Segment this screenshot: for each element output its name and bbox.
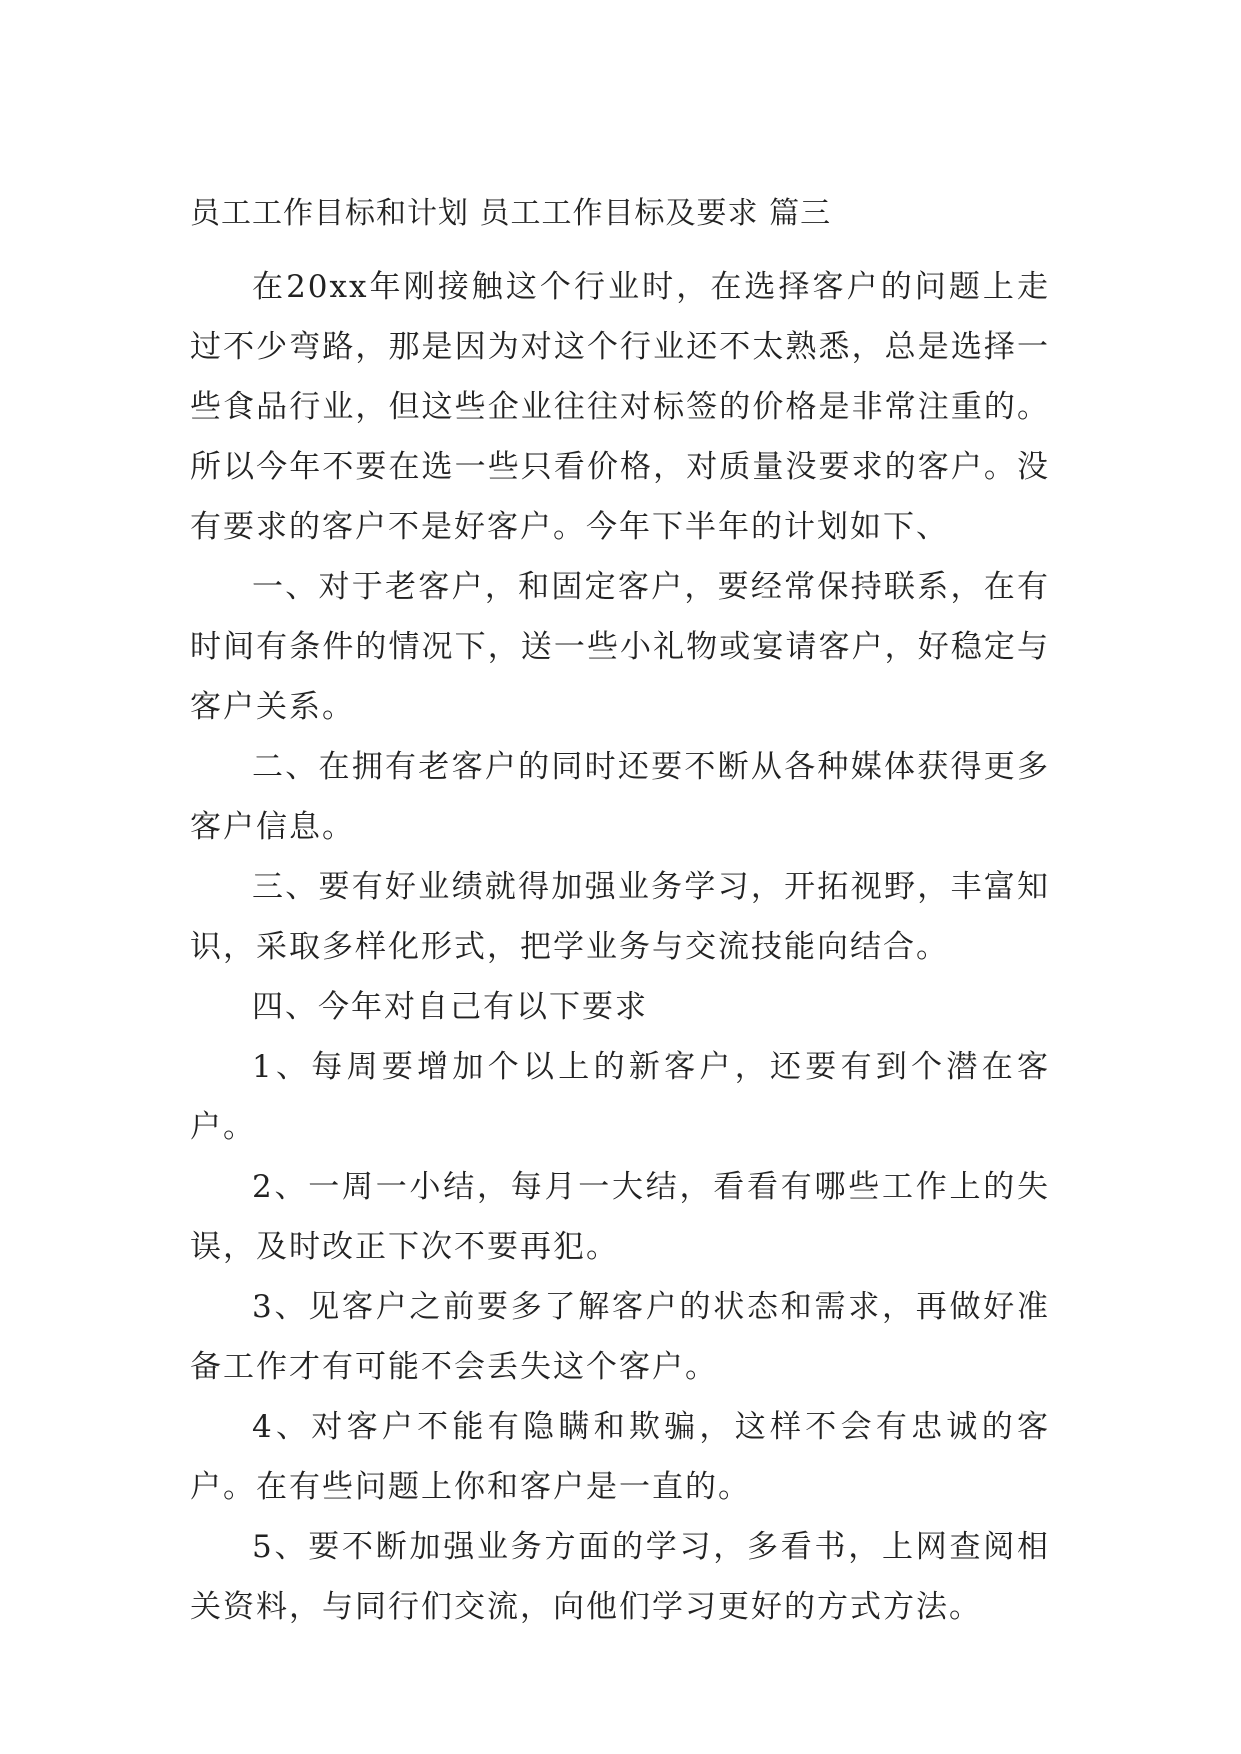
paragraph-requirement-2: 2、一周一小结，每月一大结，看看有哪些工作上的失误，及时改正下次不要再犯。 bbox=[190, 1169, 1050, 1265]
document-page bbox=[190, 195, 1050, 1637]
paragraph-intro: 在20xx年刚接触这个行业时，在选择客户的问题上走过不少弯路，那是因为对这个行业还不太熟悉，总是选择一些食品行业，但这些企业往往对标签的价格是非常注重的。所以今年不要在选一些只看价格，对质量没要求的客户。没有要求的客户不是好客户。今年下半年的计划如下、 bbox=[190, 269, 1050, 545]
paragraph-item-3: 三、要有好业绩就得加强业务学习，开拓视野，丰富知识，采取多样化形式，把学业务与交流技能向结合。 bbox=[190, 869, 1050, 965]
paragraph-requirement-3: 3、见客户之前要多了解客户的状态和需求，再做好准备工作才有可能不会丢失这个客户。 bbox=[190, 1289, 1050, 1385]
paragraph-requirement-1: 1、每周要增加个以上的新客户，还要有到个潜在客户。 bbox=[190, 1049, 1050, 1145]
paragraph-item-4: 四、今年对自己有以下要求 bbox=[252, 989, 648, 1025]
paragraph-requirement-4: 4、对客户不能有隐瞒和欺骗，这样不会有忠诚的客户。在有些问题上你和客户是一直的。 bbox=[190, 1409, 1050, 1505]
paragraph-item-1: 一、对于老客户，和固定客户，要经常保持联系，在有时间有条件的情况下，送一些小礼物或宴请客户，好稳定与客户关系。 bbox=[190, 569, 1050, 725]
document-title: 员工工作目标和计划 员工工作目标及要求 篇三 bbox=[190, 196, 832, 231]
paragraph-requirement-5: 5、要不断加强业务方面的学习，多看书，上网查阅相关资料，与同行们交流，向他们学习更好的方式方法。 bbox=[190, 1529, 1050, 1625]
paragraph-item-2: 二、在拥有老客户的同时还要不断从各种媒体获得更多客户信息。 bbox=[190, 749, 1050, 845]
